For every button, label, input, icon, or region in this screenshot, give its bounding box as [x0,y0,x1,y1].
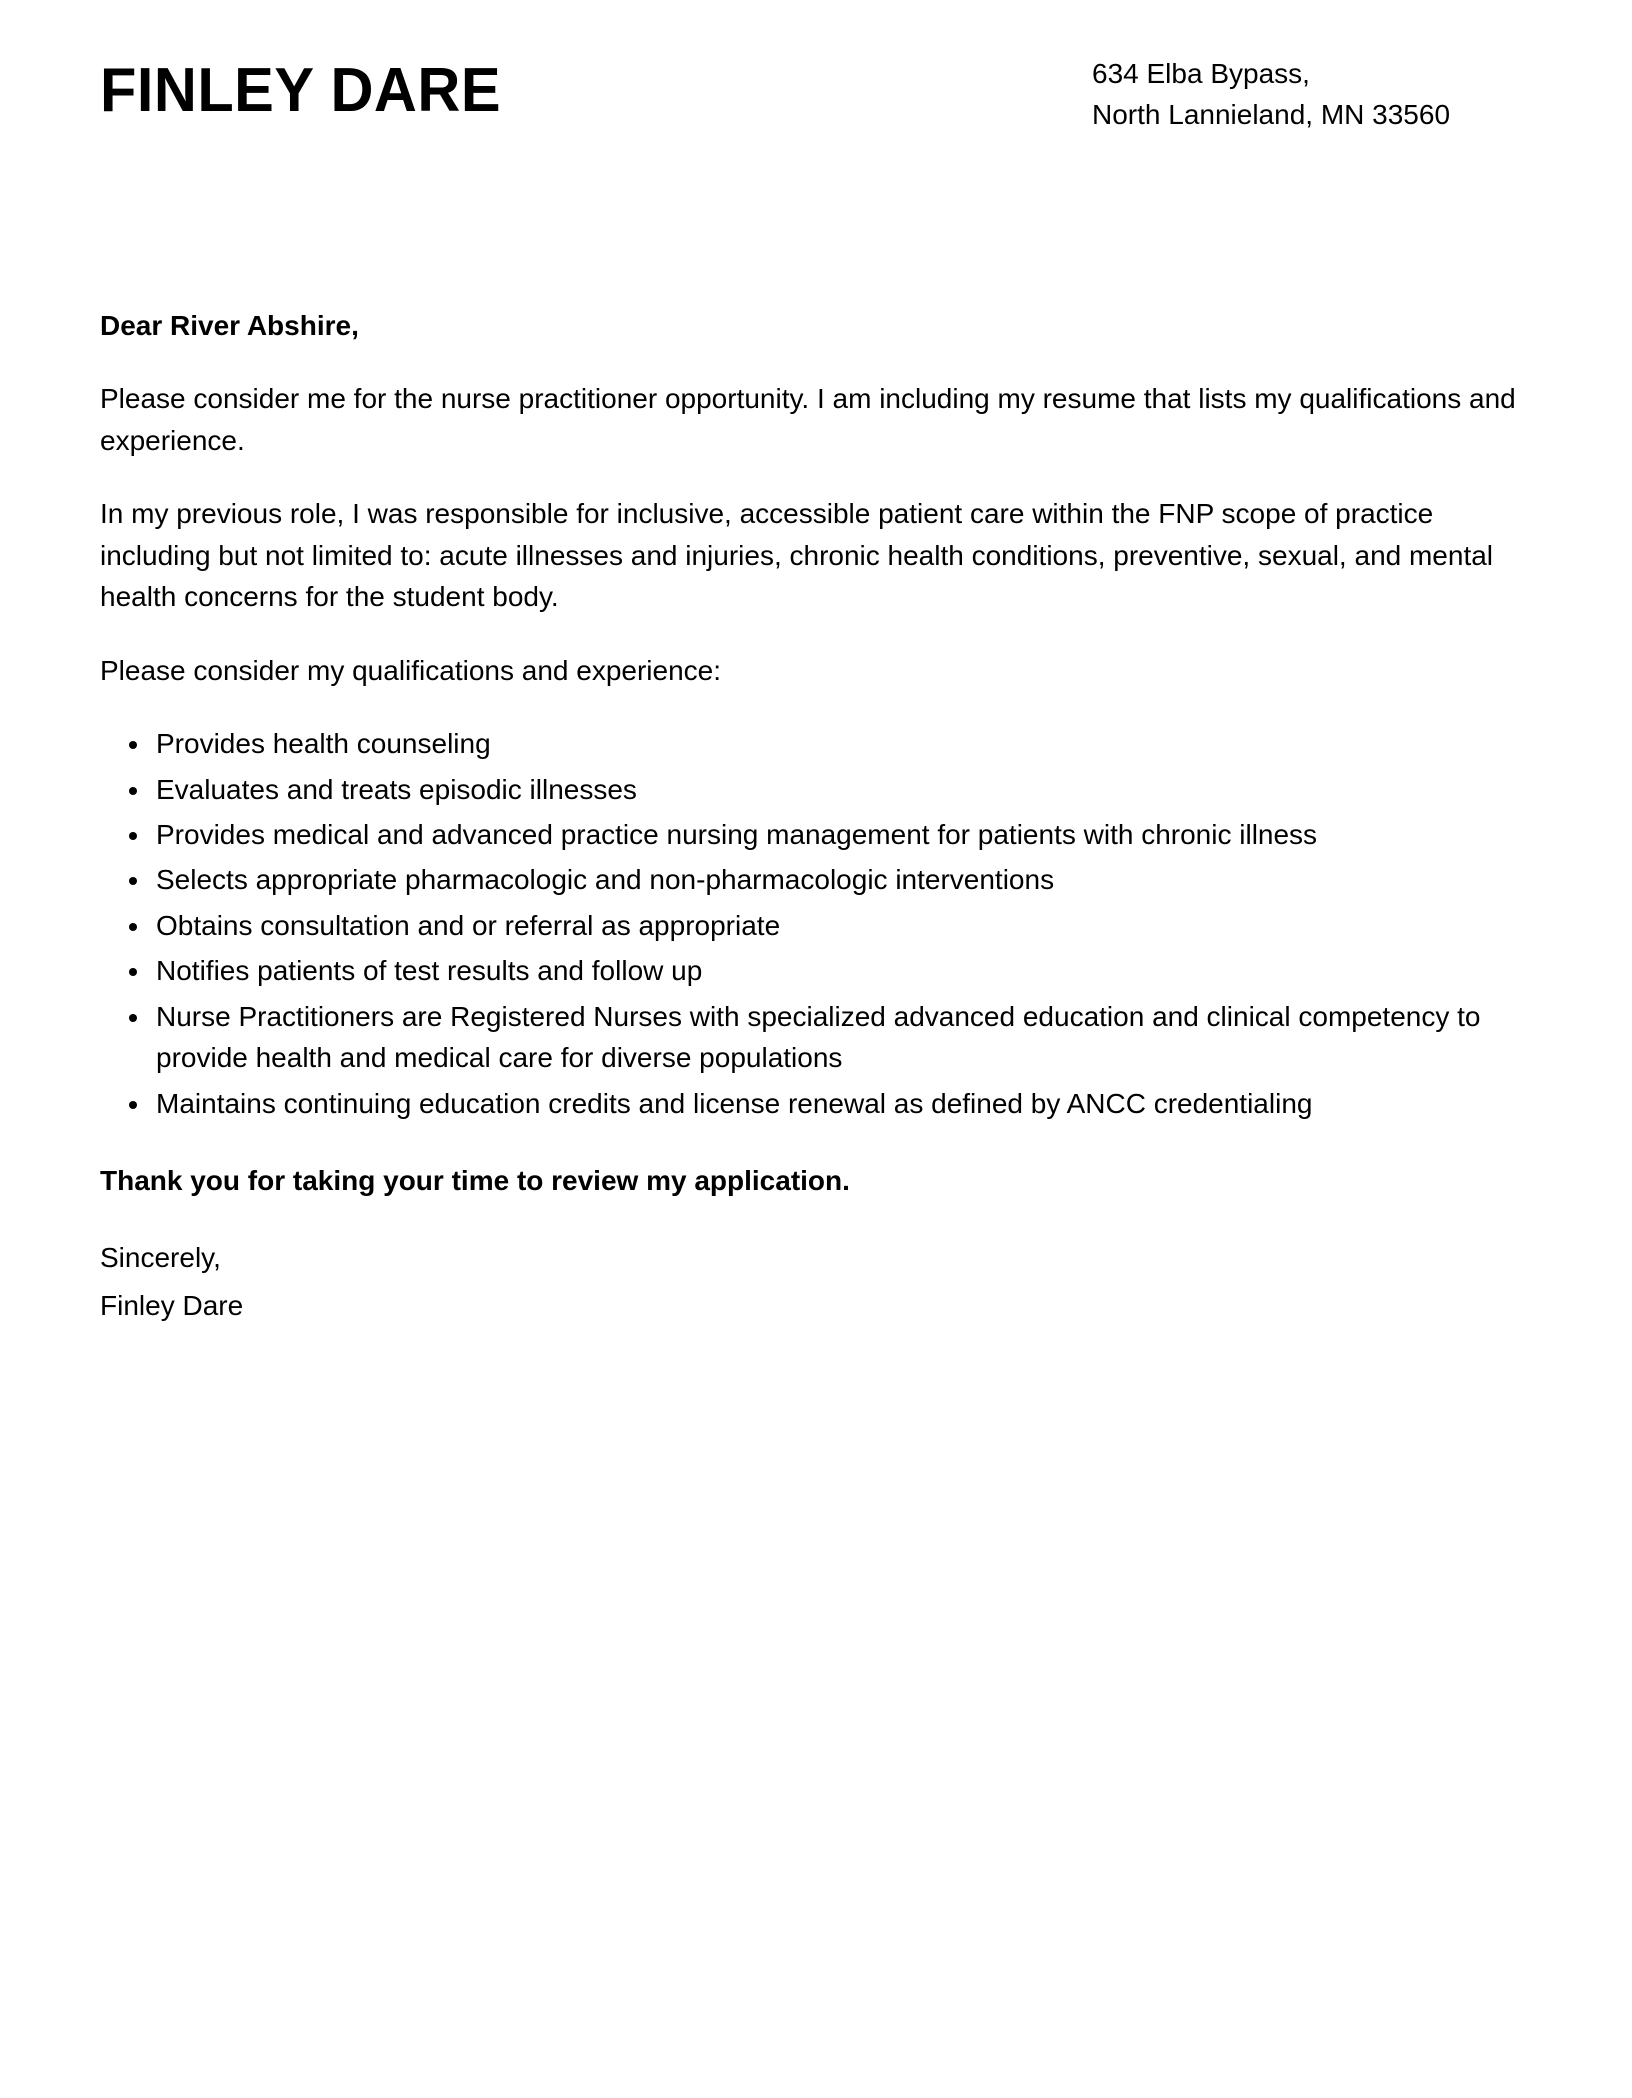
list-item: • Provides health counseling [152,723,1540,764]
applicant-name-heading: FINLEY DARE [100,56,502,125]
list-item: • Obtains consultation and or referral as appropriate [152,905,1540,946]
experience-paragraph: In my previous role, I was responsible for inclusive, accessible patient care within the FNP scope of practice including but not limited to: acute illnesses and injuries, chronic health conditions, preventive, sexual, and mental health concerns for the student body. [100,498,1494,613]
address-line-1: 634 Elba Bypass, [1092,58,1310,89]
list-item: • Nurse Practitioners are Registered Nurses with specialized advanced education and clinical competency to provide health and medical care for diverse populations [152,996,1540,1079]
salutation: Dear River Abshire, [100,310,359,341]
list-item: • Evaluates and treats episodic illnesses [152,769,1540,810]
letter-body [100,305,1540,1326]
letter-header [100,52,1532,135]
intro-paragraph: Please consider me for the nurse practitioner opportunity. I am including my resume that lists my qualifications and experience. [100,383,1516,456]
qualifications-intro-paragraph: Please consider my qualifications and experience: [100,654,722,686]
closing-line: Sincerely, [100,1242,221,1274]
list-item: • Notifies patients of test results and follow up [152,950,1540,991]
address-line-2: North Lannieland, MN 33560 [1092,98,1451,130]
list-item: • Maintains continuing education credits and license renewal as defined by ANCC credentialing [152,1083,1540,1124]
qualifications-list [100,723,1540,1124]
address-block [1092,52,1532,135]
thank-you-line: Thank you for taking your time to review my application. [100,1165,850,1196]
signature-name: Finley Dare [100,1289,244,1321]
list-item: • Provides medical and advanced practice nursing management for patients with chronic illness [152,814,1540,855]
list-item: • Selects appropriate pharmacologic and non-pharmacologic interventions [152,859,1540,900]
